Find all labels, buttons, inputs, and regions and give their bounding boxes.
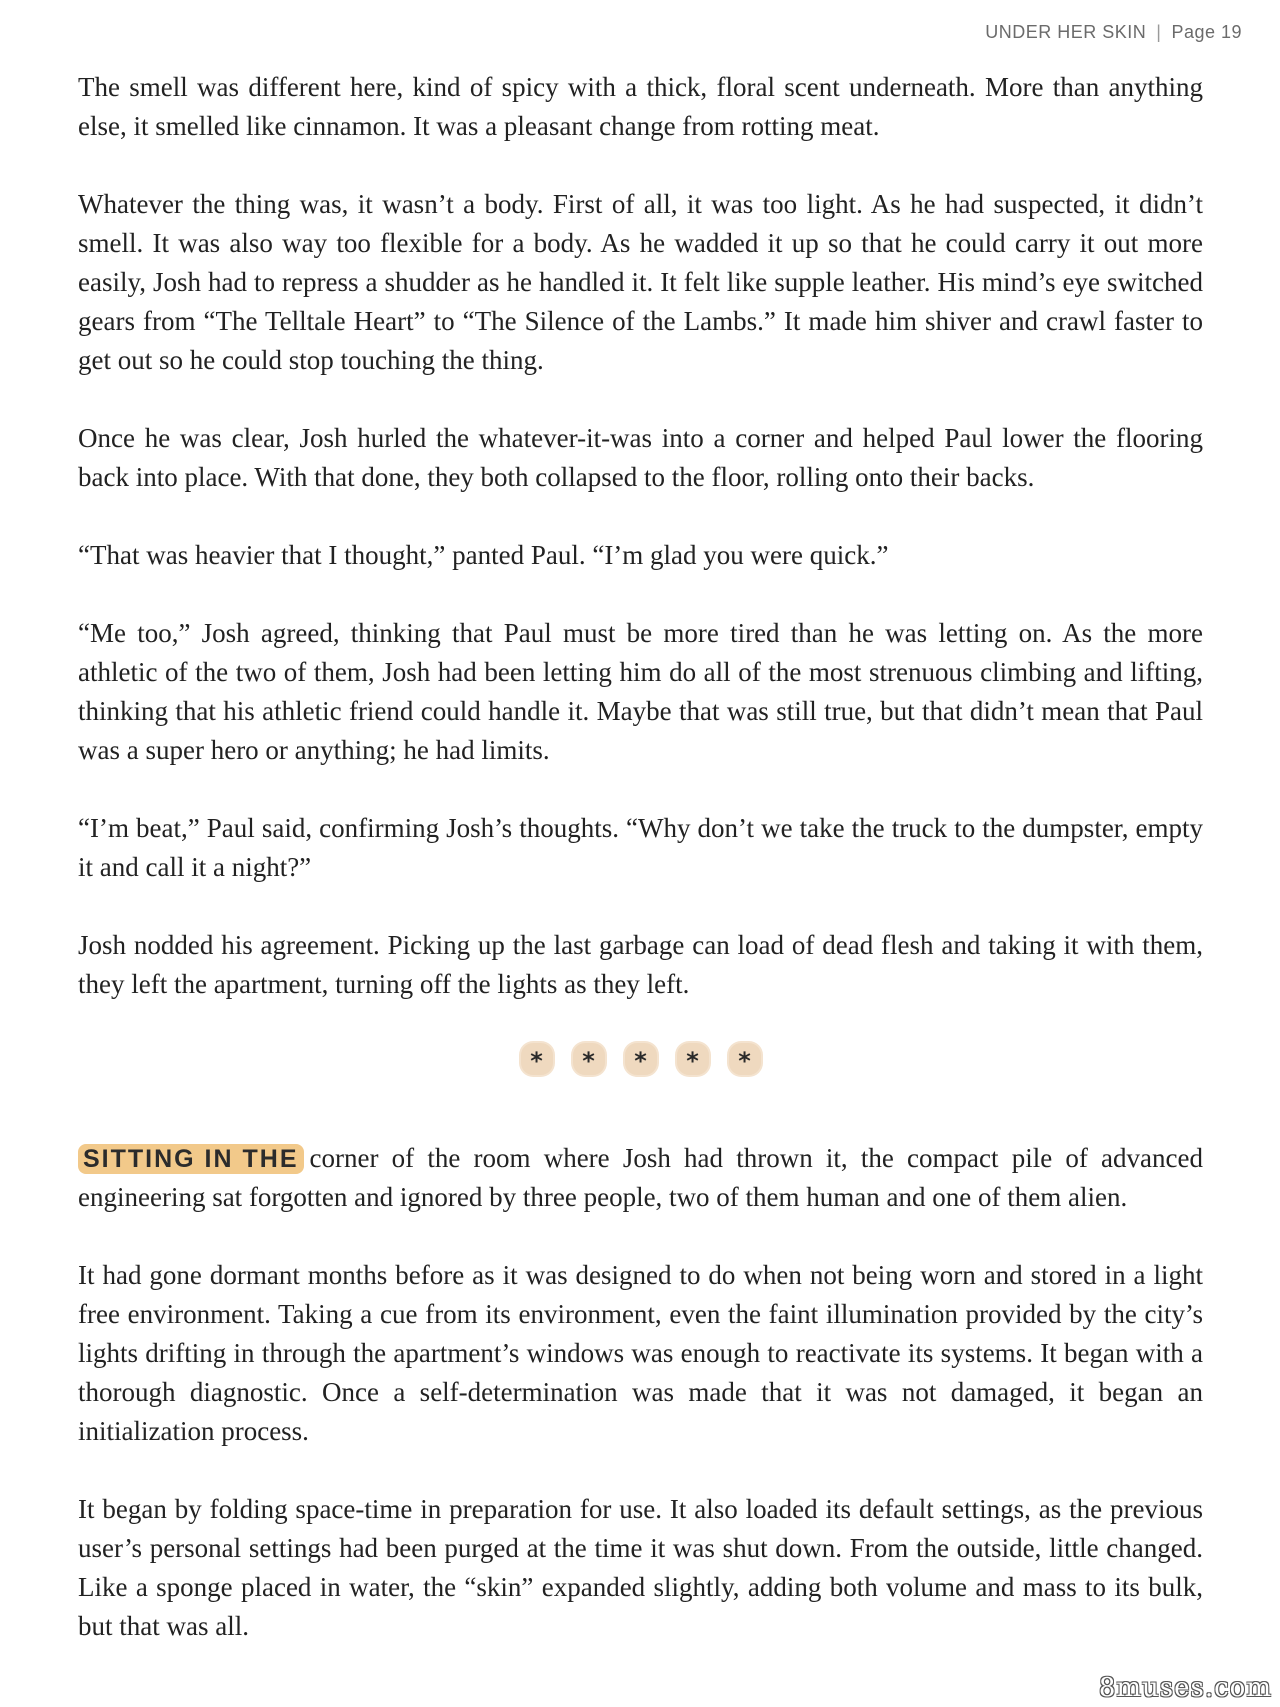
asterisk-icon: [729, 1043, 761, 1075]
asterisk-symbol: *: [634, 1047, 647, 1075]
asterisk-symbol: *: [530, 1047, 543, 1075]
asterisk-symbol: *: [738, 1047, 751, 1075]
asterisk-symbol: *: [582, 1047, 595, 1075]
running-header: [985, 22, 1242, 43]
paragraph: “Me too,” Josh agreed, thinking that Paul must be more tired than he was letting on. As the more athletic of the two of them, Josh had been letting him do all of the most strenuous climbing and lifting, thinking that his athletic friend could handle it. Maybe that was still true, but that didn’t mean that Paul was a super hero or anything; he had limits.: [78, 618, 1203, 765]
asterisk-symbol: *: [686, 1047, 699, 1075]
paragraph: It had gone dormant months before as it was designed to do when not being worn and stored in a light free environment. Taking a cue from its environment, even the faint illumination provided by the city’s lights drifting in through the apartment’s windows was enough to reactivate its systems. It began with a thorough diagnostic. Once a self-determination was made that it was not damaged, it began an initialization process.: [78, 1260, 1203, 1446]
header-separator: |: [1156, 22, 1162, 42]
paragraph: Josh nodded his agreement. Picking up the last garbage can load of dead flesh and taking it with them, they left the apartment, turning off the lights as they left.: [78, 930, 1203, 999]
section-opening-text: corner of the room where Josh had thrown it, the compact pile of advanced engineering sat forgotten and ignored by three people, two of them human and one of them alien.: [78, 1143, 1203, 1212]
asterisk-icon: [625, 1043, 657, 1075]
page-body: [78, 68, 1203, 1685]
asterisk-icon: [677, 1043, 709, 1075]
asterisk-icon: [573, 1043, 605, 1075]
paragraph: Whatever the thing was, it wasn’t a body. First of all, it was too light. As he had suspected, it didn’t smell. It was also way too flexible for a body. As he wadded it up so that he could carry it out more easily, Josh had to repress a shudder as he handled it. It felt like supple leather. His mind’s eye switched gears from “The Telltale Heart” to “The Silence of the Lambs.” It made him shiver and crawl faster to get out so he could stop touching the thing.: [78, 189, 1203, 375]
scene-break: [78, 1043, 1203, 1083]
paragraph: “That was heavier that I thought,” panted Paul. “I’m glad you were quick.”: [78, 540, 889, 570]
page-number: Page 19: [1171, 22, 1242, 42]
paragraph: It began by folding space-time in preparation for use. It also loaded its default settings, as the previous user’s personal settings had been purged at the time it was shut down. From the outside, little changed. Like a sponge placed in water, the “skin” expanded slightly, adding both volume and mass to its bulk, but that was all.: [78, 1494, 1203, 1641]
section-opening-paragraph: [78, 1139, 1203, 1217]
paragraph: “I’m beat,” Paul said, confirming Josh’s thoughts. “Why don’t we take the truck to the dumpster, empty it and call it a night?”: [78, 813, 1203, 882]
section-lead-in: SITTING IN THE: [78, 1144, 304, 1174]
book-title: UNDER HER SKIN: [985, 22, 1147, 42]
watermark: 8muses.com: [1098, 1673, 1272, 1703]
paragraph: Once he was clear, Josh hurled the whatever-it-was into a corner and helped Paul lower the flooring back into place. With that done, they both collapsed to the floor, rolling onto their backs.: [78, 423, 1203, 492]
asterisk-icon: [521, 1043, 553, 1075]
paragraph: The smell was different here, kind of spicy with a thick, floral scent underneath. More than anything else, it smelled like cinnamon. It was a pleasant change from rotting meat.: [78, 72, 1203, 141]
